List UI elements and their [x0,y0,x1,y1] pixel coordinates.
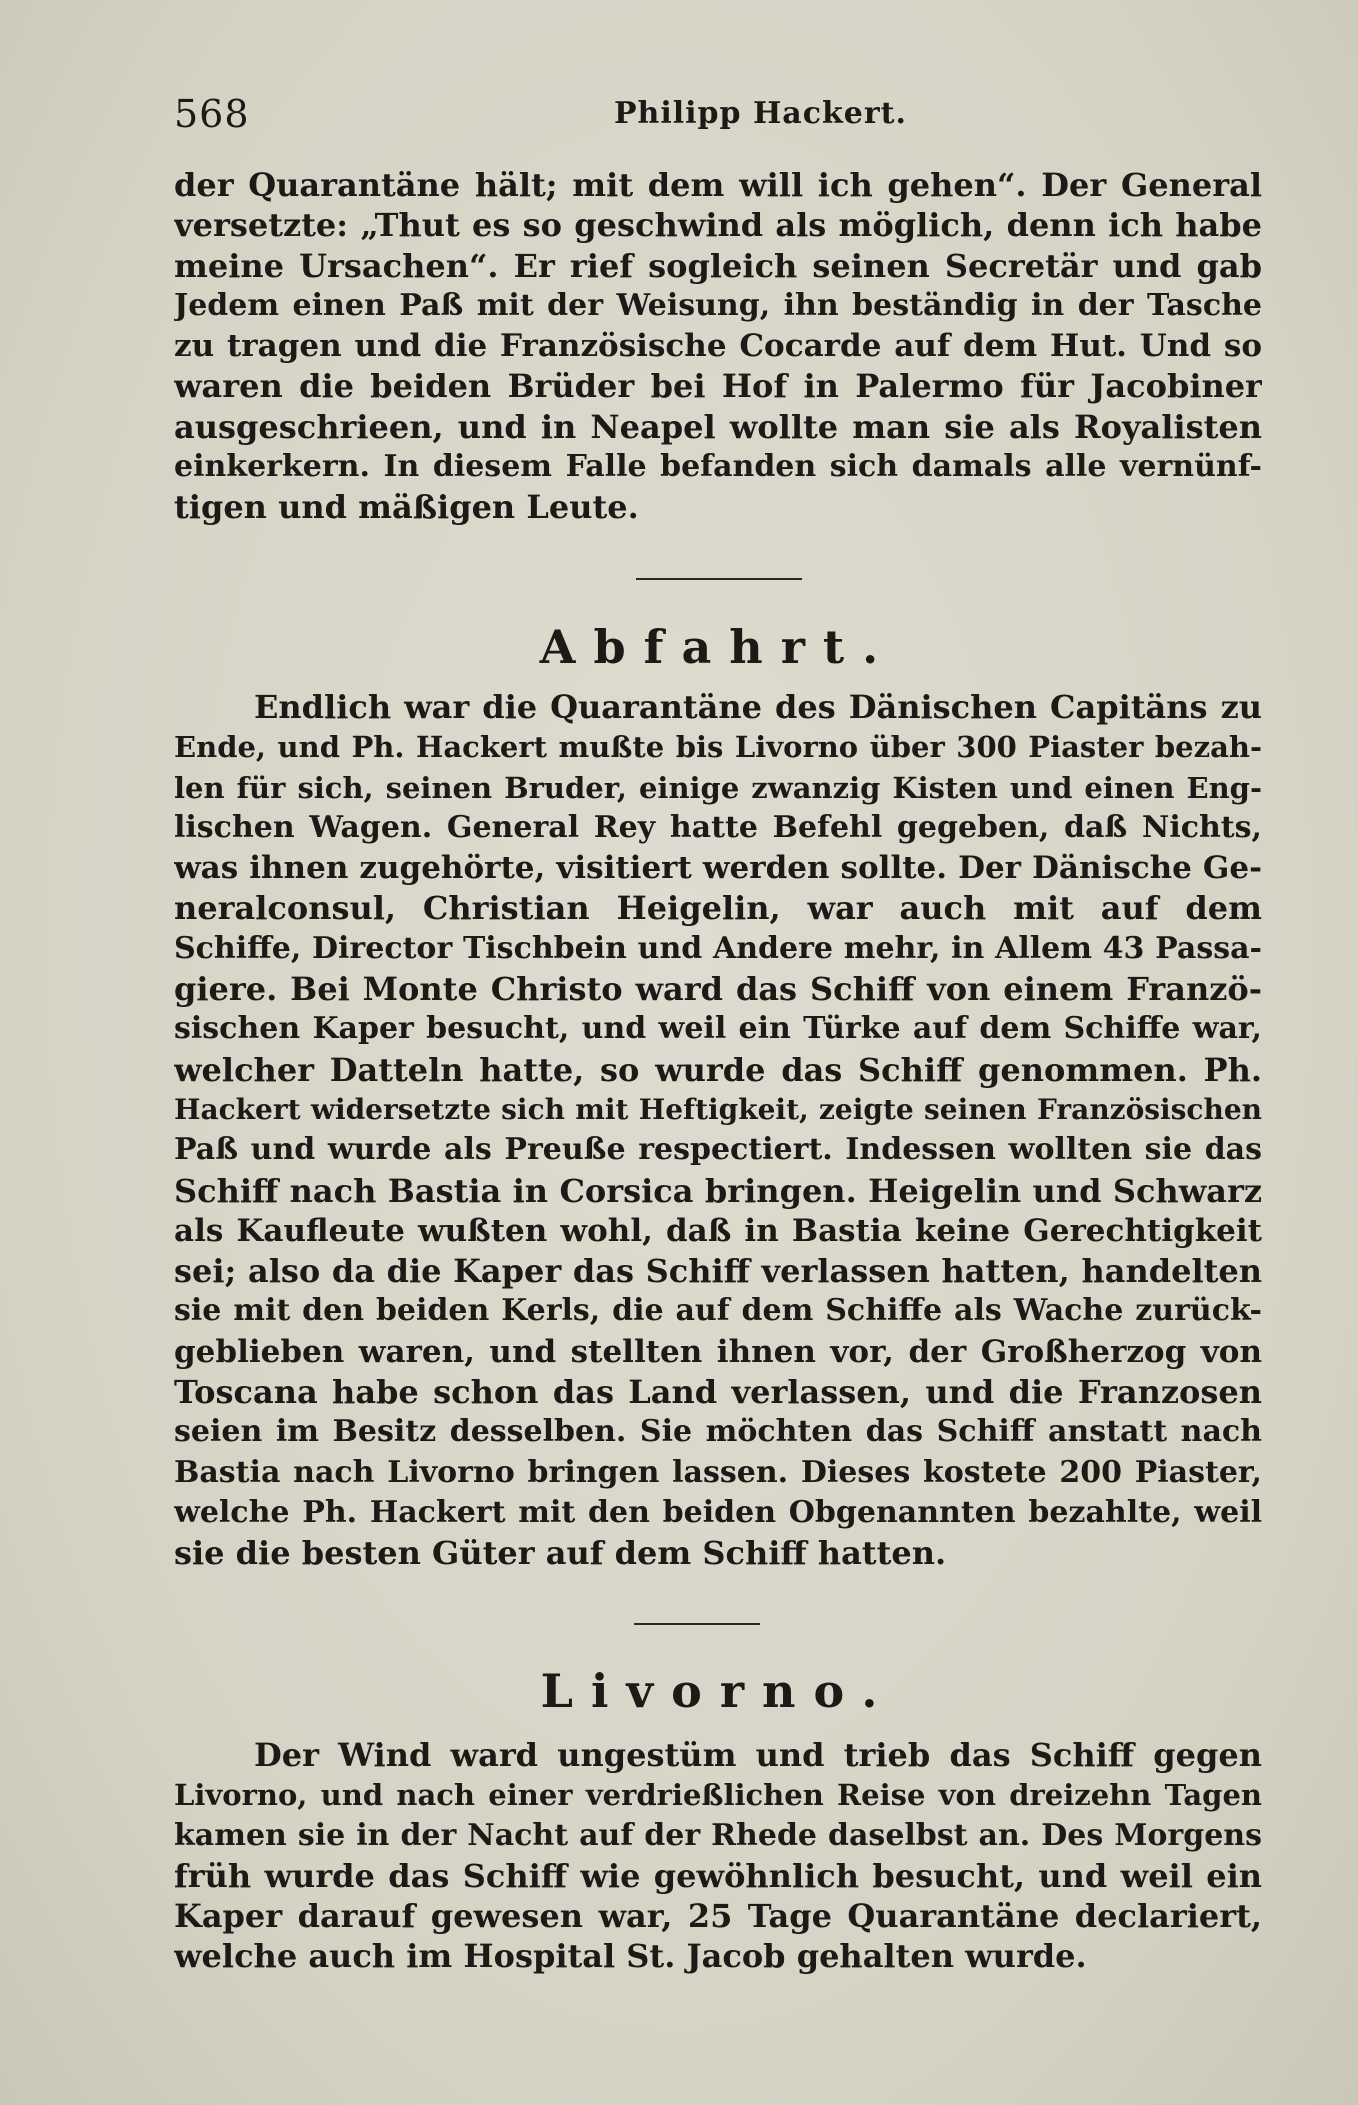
text-line: len für sich, seinen Bruder, einige zwanzig Kisten und einen Eng- [174,770,1262,805]
text-line: welche Ph. Hackert mit den beiden Obgenannten bezahlte, weil [174,1494,1262,1530]
text-line: sischen Kaper besucht, und weil ein Türke auf dem Schiffe war, [174,1011,1262,1047]
text-line: kamen sie in der Nacht auf der Rhede daselbst an. Des Morgens [174,1817,1262,1853]
text-line: Ende, und Ph. Hackert mußte bis Livorno über 300 Piaster bezah- [174,730,1262,765]
page-number: 568 [174,92,250,136]
text-line: als Kaufleute wußten wohl, daß in Bastia keine Gerechtigkeit [174,1212,1262,1249]
section-divider [636,578,802,580]
text-line: Kaper darauf gewesen war, 25 Tage Quarantäne declariert, [174,1897,1262,1936]
text-line: zu tragen und die Französische Cocarde auf dem Hut. Und so [174,328,1262,365]
text-line: versetzte: „Thut es so geschwind als möglich, denn ich habe [174,206,1262,245]
text-line: geblieben waren, und stellten ihnen vor, der Großherzog von [174,1333,1262,1370]
text-line: Schiff nach Bastia in Corsica bringen. Heigelin und Schwarz [174,1171,1262,1210]
section-heading-livorno: Livorno. [540,1664,896,1718]
text-line: seien im Besitz desselben. Sie möchten das Schiff anstatt nach [174,1414,1262,1450]
running-title: Philipp Hackert. [614,96,907,131]
text-line: sie mit den beiden Kerls, die auf dem Schiffe als Wache zurück- [174,1293,1262,1329]
text-line: sei; also da die Kaper das Schiff verlassen hatten, handelten [174,1252,1262,1291]
text-line: welcher Datteln hatte, so wurde das Schiff genommen. Ph. [174,1050,1262,1089]
text-line: welche auch im Hospital St. Jacob gehalten wurde. [174,1937,1087,1976]
page-header [174,92,1262,142]
text-line: Bastia nach Livorno bringen lassen. Dieses kostete 200 Piaster, [174,1454,1262,1490]
text-line: meine Ursachen“. Er rief sogleich seinen Secretär und gab [174,246,1262,285]
text-line: einkerkern. In diesem Falle befanden sich damals alle vernünf- [174,449,1262,485]
text-line: der Quarantäne hält; mit dem will ich gehen“. Der General [174,166,1262,204]
text-line: was ihnen zugehörte, visitiert werden sollte. Der Dänische Ge- [174,850,1262,887]
text-line: lischen Wagen. General Rey hatte Befehl gegeben, daß Nichts, [174,809,1262,845]
text-line: ausgeschrieen, und in Neapel wollte man sie als Royalisten [174,407,1262,446]
text-line: früh wurde das Schiff wie gewöhnlich besucht, und weil ein [174,1856,1262,1895]
paragraph-abfahrt [174,687,1262,1574]
paragraph-continued [174,165,1262,528]
paragraph-livorno [174,1735,1262,1977]
text-line: Livorno, und nach einer verdrießlichen Reise von dreizehn Tagen [174,1778,1262,1813]
text-line: Schiffe, Director Tischbein und Andere mehr, in Allem 43 Passa- [174,930,1262,966]
text-line: tigen und mäßigen Leute. [174,488,639,527]
text-line: Jedem einen Paß mit der Weisung, ihn beständig in der Tasche [174,287,1262,323]
text-line: neralconsul, Christian Heigelin, war auch mit auf dem [174,889,1262,928]
text-line: Toscana habe schon das Land verlassen, und die Franzosen [174,1373,1262,1412]
text-line: giere. Bei Monte Christo ward das Schiff von einem Franzö- [174,970,1262,1009]
text-line: sie die besten Güter auf dem Schiff hatten. [174,1534,947,1573]
text-line: Endlich war die Quarantäne des Dänischen Capitäns zu [254,688,1262,726]
section-heading-abfahrt: Abfahrt. [539,620,897,674]
text-line: Der Wind ward ungestüm und trieb das Schiff gegen [254,1736,1262,1774]
text-line: Hackert widersetzte sich mit Heftigkeit, zeigte seinen Französischen [174,1092,1262,1126]
text-line: Paß und wurde als Preuße respectiert. Indessen wollten sie das [174,1132,1262,1168]
section-divider [634,1623,760,1625]
text-line: waren die beiden Brüder bei Hof in Palermo für Jacobiner [174,367,1262,406]
